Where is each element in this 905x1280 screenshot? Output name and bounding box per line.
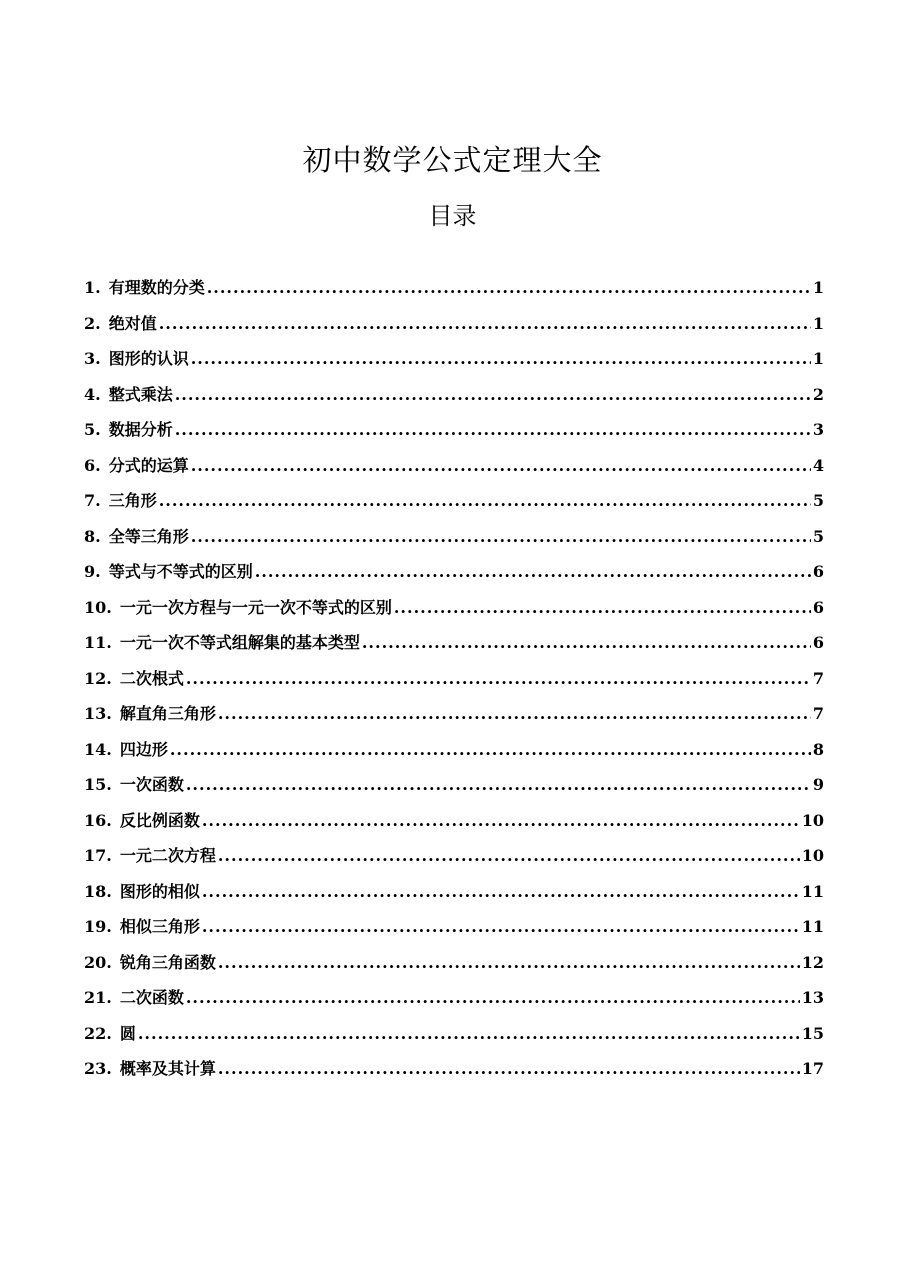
toc-entry-number: 9. xyxy=(84,562,101,581)
toc-dot-leader xyxy=(207,270,811,306)
toc-entry-label: 三角形 xyxy=(108,491,157,510)
toc-entry[interactable] xyxy=(84,838,824,874)
toc-entry-page-number: 13 xyxy=(801,988,824,1007)
toc-entry-number: 6. xyxy=(84,455,101,475)
toc-entry-number: 4. xyxy=(84,384,101,404)
toc-entry[interactable] xyxy=(84,1051,824,1087)
toc-entry[interactable] xyxy=(84,909,824,945)
toc-entry[interactable] xyxy=(84,945,824,981)
toc-entry[interactable] xyxy=(84,554,824,590)
toc-entry-number: 23. xyxy=(84,1059,112,1078)
toc-entry-label: 相似三角形 xyxy=(119,917,200,936)
toc-entry[interactable] xyxy=(84,661,824,697)
toc-entry-label: 反比例函数 xyxy=(119,810,200,830)
toc-entry-page-number: 17 xyxy=(801,1059,824,1078)
toc-entry-page-number: 12 xyxy=(801,952,824,972)
toc-entry-page-number: 11 xyxy=(801,881,824,901)
toc-entry-label: 数据分析 xyxy=(108,420,173,439)
toc-entry-number: 3. xyxy=(84,349,101,368)
toc-entry[interactable] xyxy=(84,377,824,413)
toc-entry-label: 绝对值 xyxy=(108,313,157,333)
toc-dot-leader xyxy=(218,945,800,981)
toc-entry[interactable] xyxy=(84,306,824,342)
toc-entry-page-number: 8 xyxy=(812,739,824,759)
toc-entry-label: 一元二次方程 xyxy=(119,846,216,865)
toc-entry-number: 5. xyxy=(84,420,101,439)
toc-entry-page-number: 7 xyxy=(812,704,824,723)
toc-entry-label: 有理数的分类 xyxy=(108,278,205,297)
toc-dot-leader xyxy=(202,874,800,910)
toc-entry-label: 四边形 xyxy=(119,739,168,759)
toc-dot-leader xyxy=(170,732,811,768)
toc-entry[interactable] xyxy=(84,1016,824,1052)
toc-entry-label: 整式乘法 xyxy=(108,384,173,404)
toc-dot-leader xyxy=(175,412,811,448)
toc-entry-page-number: 9 xyxy=(812,775,824,794)
toc-entry-page-number: 15 xyxy=(801,1023,824,1043)
toc-dot-leader xyxy=(191,519,811,555)
toc-entry-label: 一元一次方程与一元一次不等式的区别 xyxy=(119,597,392,617)
toc-entry[interactable] xyxy=(84,803,824,839)
toc-dot-leader xyxy=(362,625,811,661)
toc-entry-number: 12. xyxy=(84,668,112,688)
toc-entry-number: 10. xyxy=(84,597,112,617)
toc-entry-label: 一元一次不等式组解集的基本类型 xyxy=(119,633,360,652)
toc-dot-leader xyxy=(394,590,811,626)
toc-dot-leader xyxy=(218,1051,800,1087)
toc-entry-number: 21. xyxy=(84,988,112,1007)
toc-entry[interactable] xyxy=(84,732,824,768)
toc-entry[interactable] xyxy=(84,980,824,1016)
toc-entry[interactable] xyxy=(84,483,824,519)
toc-dot-leader xyxy=(186,767,811,803)
toc-entry-number: 15. xyxy=(84,775,112,794)
toc-entry-page-number: 1 xyxy=(812,278,824,297)
toc-dot-leader xyxy=(191,341,811,377)
toc-dot-leader xyxy=(186,661,811,697)
toc-entry[interactable] xyxy=(84,874,824,910)
toc-entry-page-number: 2 xyxy=(812,384,824,404)
toc-entry-label: 圆 xyxy=(119,1023,136,1043)
toc-dot-leader xyxy=(186,980,800,1016)
toc-entry-page-number: 6 xyxy=(812,562,824,581)
toc-entry-number: 8. xyxy=(84,526,101,546)
toc-entry-page-number: 10 xyxy=(801,846,824,865)
toc-dot-leader xyxy=(159,483,811,519)
toc-dot-leader xyxy=(255,554,811,590)
toc-entry[interactable] xyxy=(84,590,824,626)
toc-entry-page-number: 1 xyxy=(812,313,824,333)
toc-entry-number: 18. xyxy=(84,881,112,901)
toc-entry-label: 分式的运算 xyxy=(108,455,189,475)
toc-dot-leader xyxy=(159,306,811,342)
toc-entry-page-number: 4 xyxy=(812,455,824,475)
toc-entry-label: 锐角三角函数 xyxy=(119,952,216,972)
toc-entry[interactable] xyxy=(84,519,824,555)
toc-entry-number: 16. xyxy=(84,810,112,830)
document-title: 初中数学公式定理大全 xyxy=(302,143,603,177)
toc-entry-label: 图形的相似 xyxy=(119,881,200,901)
toc-dot-leader xyxy=(175,377,811,413)
toc-dot-leader xyxy=(138,1016,800,1052)
toc-dot-leader xyxy=(202,803,800,839)
toc-entry[interactable] xyxy=(84,767,824,803)
toc-entry-number: 17. xyxy=(84,846,112,865)
toc-entry-number: 2. xyxy=(84,313,101,333)
toc-dot-leader xyxy=(202,909,800,945)
toc-entry-page-number: 1 xyxy=(812,349,824,368)
toc-entry-page-number: 5 xyxy=(812,526,824,546)
toc-entry-number: 13. xyxy=(84,704,112,723)
toc-entry-label: 二次函数 xyxy=(119,988,184,1007)
toc-dot-leader xyxy=(218,838,800,874)
toc-entry-number: 7. xyxy=(84,491,101,510)
toc-entry-label: 概率及其计算 xyxy=(119,1059,216,1078)
toc-entry-page-number: 11 xyxy=(801,917,824,936)
toc-entry-number: 20. xyxy=(84,952,112,972)
toc-entry-page-number: 6 xyxy=(812,597,824,617)
toc-entry-label: 二次根式 xyxy=(119,668,184,688)
toc-entry-page-number: 6 xyxy=(812,633,824,652)
toc-entry-page-number: 3 xyxy=(812,420,824,439)
toc-entry[interactable] xyxy=(84,696,824,732)
toc-dot-leader xyxy=(218,696,811,732)
toc-entry[interactable] xyxy=(84,448,824,484)
toc-entry-label: 图形的认识 xyxy=(108,349,189,368)
toc-entry-page-number: 10 xyxy=(801,810,824,830)
table-of-contents xyxy=(84,270,824,1087)
toc-entry-number: 22. xyxy=(84,1023,112,1043)
toc-entry-page-number: 7 xyxy=(812,668,824,688)
toc-entry-number: 14. xyxy=(84,739,112,759)
toc-entry-number: 1. xyxy=(84,278,101,297)
toc-entry-page-number: 5 xyxy=(812,491,824,510)
toc-entry-number: 19. xyxy=(84,917,112,936)
toc-entry[interactable] xyxy=(84,412,824,448)
toc-entry[interactable] xyxy=(84,270,824,306)
toc-entry-label: 一次函数 xyxy=(119,775,184,794)
toc-heading: 目录 xyxy=(428,202,477,230)
toc-entry-label: 解直角三角形 xyxy=(119,704,216,723)
toc-entry-label: 等式与不等式的区别 xyxy=(108,562,253,581)
toc-entry-label: 全等三角形 xyxy=(108,526,189,546)
toc-entry[interactable] xyxy=(84,625,824,661)
toc-entry[interactable] xyxy=(84,341,824,377)
toc-entry-number: 11. xyxy=(84,633,112,652)
toc-dot-leader xyxy=(191,448,811,484)
